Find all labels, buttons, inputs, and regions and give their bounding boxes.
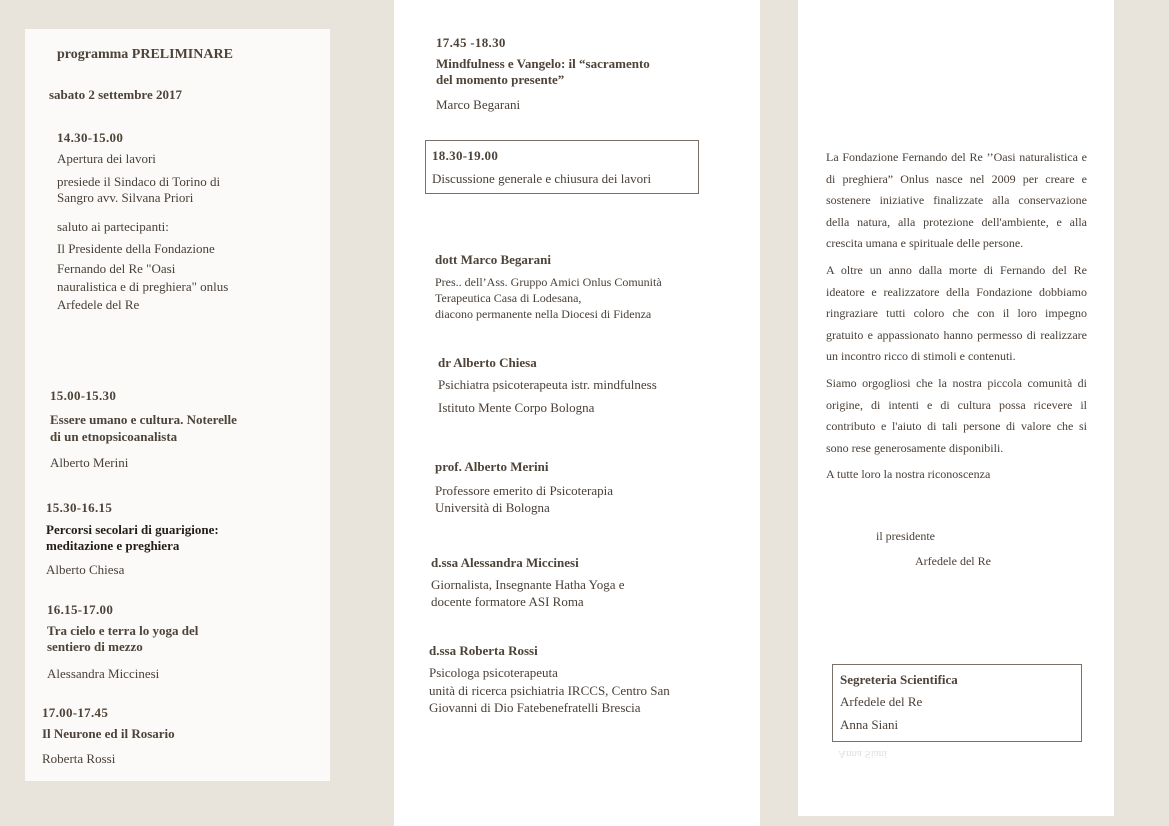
session-title: meditazione e preghiera (46, 538, 180, 553)
speaker-bio-line: Psicologa psicoterapeuta (429, 665, 558, 680)
session-chair-line: presiede il Sindaco di Torino di (57, 174, 221, 189)
session-title: Mindfulness e Vangelo: il “sacramento (436, 56, 650, 71)
session-time: 15.00-15.30 (50, 388, 117, 403)
foundation-text (826, 147, 1087, 491)
speaker-name: prof. Alberto Merini (435, 459, 549, 474)
foundation-paragraph: Siamo orgogliosi che la nostra piccola comunità di origine, di intenti e di cultura possa ricevere il contributo e l'aiuto di tali persone di valore che si sono rese generosamente disponibili. (826, 375, 1087, 455)
greeting-line: nauralistica e di preghiera" onlus (57, 279, 229, 294)
session-time: 15.30-16.15 (46, 500, 113, 515)
session-speaker: Alberto Chiesa (46, 562, 125, 577)
speaker-bio-line: docente formatore ASI Roma (431, 594, 584, 609)
speaker-bio-line: diacono permanente nella Diocesi di Fidenza (435, 307, 652, 321)
speaker-bio-line: Psichiatra psicoterapeuta istr. mindfulness (438, 377, 657, 392)
secretariat-reflection: Anna Siani (838, 748, 888, 760)
speaker-bio-line: Pres.. dell’Ass. Gruppo Amici Onlus Comunità (435, 275, 662, 289)
speaker-name: d.ssa Roberta Rossi (429, 643, 538, 658)
speaker-bio-line: Giornalista, Insegnante Hatha Yoga e (431, 577, 625, 592)
greeting-line: Fernando del Re "Oasi (57, 261, 176, 276)
session-title: Tra cielo e terra lo yoga del (47, 623, 199, 638)
session-speaker: Alberto Merini (50, 455, 129, 470)
speaker-bio-line: Giovanni di Dio Fatebenefratelli Brescia (429, 700, 641, 715)
foundation-paragraph: A oltre un anno dalla morte di Fernando del Re ideatore e realizzatore della Fondazione dobbiamo ringraziare tutti coloro che con il loro impegno gratuito e appassionato hanno permesso di realizzare un incontro ricco di stimoli e contenuti. (826, 262, 1087, 364)
session-title: Essere umano e cultura. Noterelle (50, 412, 237, 427)
session-chair-line: Sangro avv. Silvana Priori (57, 190, 194, 205)
session-title: del momento presente” (436, 72, 565, 87)
speaker-name: dr Alberto Chiesa (438, 355, 537, 370)
program-date: sabato 2 settembre 2017 (49, 87, 182, 102)
session-title: Apertura dei lavori (57, 151, 156, 166)
session-speaker: Marco Begarani (436, 97, 521, 112)
session-speaker: Roberta Rossi (42, 751, 116, 766)
foundation-paragraph: La Fondazione Fernando del Re ’’Oasi naturalistica e di preghiera” Onlus nasce nel 2009 per creare e sostenere iniziative finalizzate alla conservazione della natura, alla protezione dell'ambiente, e alla crescita umana e spirituale delle persone. (826, 150, 1087, 251)
speaker-bio-line: unità di ricerca psichiatria IRCCS, Centro San (429, 683, 670, 698)
greeting-label: saluto ai partecipanti: (57, 219, 169, 234)
session-time: 17.00-17.45 (42, 705, 109, 720)
session-time: 18.30-19.00 (432, 148, 499, 163)
speaker-bio-line: Università di Bologna (435, 500, 550, 515)
speaker-bio-line: Istituto Mente Corpo Bologna (438, 400, 595, 415)
right-edge-strip (1114, 0, 1169, 826)
foundation-paragraph: A tutte loro la nostra riconoscenza (826, 467, 991, 482)
session-time: 14.30-15.00 (57, 130, 124, 145)
signature-name: Arfedele del Re (915, 554, 991, 568)
session-title: sentiero di mezzo (47, 639, 143, 654)
greeting-line: Il Presidente della Fondazione (57, 241, 215, 256)
middle-divider-strip (760, 34, 798, 826)
secretariat-member: Arfedele del Re (840, 694, 923, 709)
speaker-name: d.ssa Alessandra Miccinesi (431, 555, 579, 570)
session-title: Discussione generale e chiusura dei lavori (432, 171, 652, 186)
session-speaker: Alessandra Miccinesi (47, 666, 160, 681)
session-title: di un etnopsicoanalista (50, 429, 178, 444)
speaker-bio-line: Terapeutica Casa di Lodesana, (435, 291, 582, 305)
greeting-line: Arfedele del Re (57, 297, 140, 312)
signature-title: il presidente (876, 529, 935, 543)
speaker-name: dott Marco Begarani (435, 252, 552, 267)
session-time: 16.15-17.00 (47, 602, 114, 617)
program-header: programma PRELIMINARE (57, 47, 233, 62)
speaker-bio-line: Professore emerito di Psicoterapia (435, 483, 613, 498)
secretariat-member: Anna Siani (840, 717, 899, 732)
session-time: 17.45 -18.30 (436, 35, 506, 50)
session-title: Percorsi secolari di guarigione: (46, 522, 219, 537)
secretariat-title: Segreteria Scientifica (840, 672, 958, 687)
session-title: Il Neurone ed il Rosario (42, 726, 175, 741)
